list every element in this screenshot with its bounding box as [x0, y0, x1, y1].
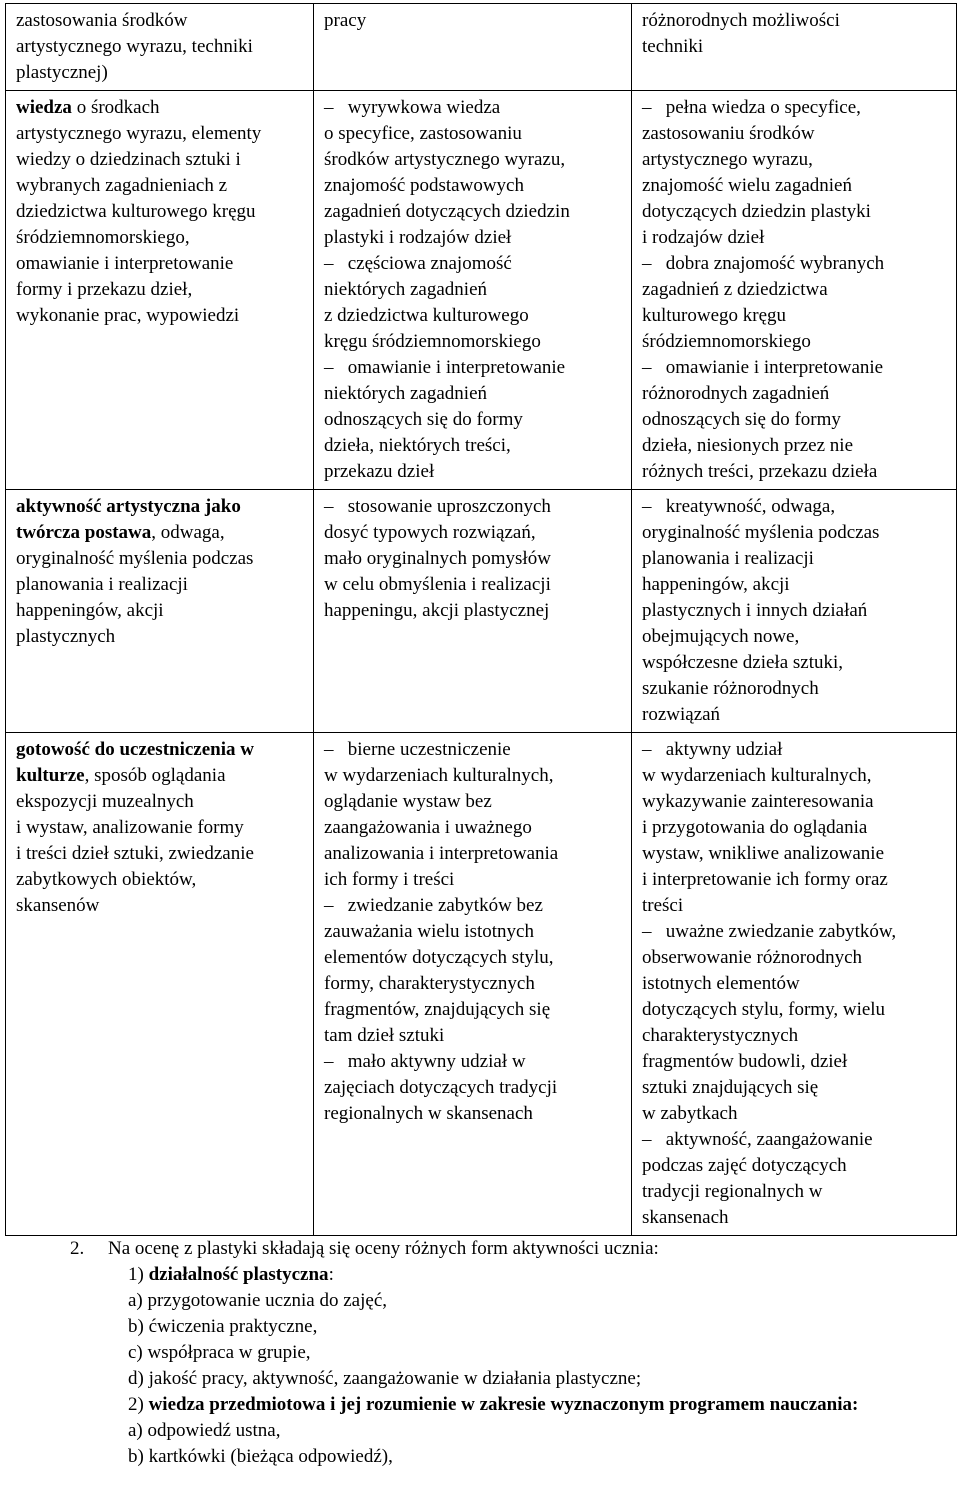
table-row: [6, 4, 957, 91]
table-cell: [6, 733, 314, 1236]
table-row: [6, 91, 957, 490]
list-item: b) ćwiczenia praktyczne,: [128, 1316, 318, 1337]
paragraph-number: 2.: [70, 1238, 85, 1259]
criterion-aktywnosc: [16, 494, 305, 650]
criterion-gotowosc: [16, 737, 305, 919]
list-item: – aktywny udział w wydarzeniach kulturalnych, wykazywanie zainteresowania i przygotowania do oglądania wystaw, wnikliwe analizowanie i interpretowanie ich formy oraz treści: [642, 737, 948, 919]
list-item: – pełna wiedza o specyfice, zastosowaniu środków artystycznego wyrazu, znajomość wielu zagadnień dotyczących dziedzin plastyki i rodzajów dzieł: [642, 95, 948, 251]
table-cell: [314, 4, 632, 91]
assessment-criteria-table: [5, 3, 957, 1236]
subsection-number: 1): [128, 1264, 149, 1285]
list-item: – omawianie i interpretowanie różnorodnych zagadnień odnoszących się do formy dzieła, niesionych przez nie różnych treści, przekazu dzieła: [642, 355, 948, 485]
list-item: a) odpowiedź ustna,: [128, 1420, 281, 1441]
table-cell: [632, 733, 957, 1236]
list-item: – kreatywność, odwaga, oryginalność myślenia podczas planowania i realizacji happeningów, akcji plastycznych i innych działań obejmujących nowe, współczesne dzieła sztuki, szukanie różnorodnych rozwiązań: [642, 494, 948, 728]
subsection-colon: :: [328, 1264, 334, 1285]
table-cell: [6, 4, 314, 91]
list-item: – mało aktywny udział w zajęciach dotyczących tradycji regionalnych w skansenach: [324, 1049, 623, 1127]
table-cell: [632, 91, 957, 490]
list-item: d) jakość pracy, aktywność, zaangażowanie w działania plastyczne;: [128, 1368, 642, 1389]
list-item: – dobra znajomość wybranych zagadnień z dziedzictwa kulturowego kręgu śródziemnomorskiego: [642, 251, 948, 355]
list-item: – częściowa znajomość niektórych zagadnień z dziedzictwa kulturowego kręgu śródziemnomorskiego: [324, 251, 623, 355]
criterion-title: aktywność artystyczna jako twórcza postawa: [16, 496, 241, 543]
criterion-description: o środkach artystycznego wyrazu, elementy wiedzy o dziedzinach sztuki i wybranych zagadnieniach z dziedzictwa kulturowego kręgu śródziemnomorskiego, omawianie i interpretowanie formy i przekazu dzieł, wykonanie prac, wypowiedzi: [16, 97, 262, 326]
list-item: – stosowanie uproszczonych dosyć typowych rozwiązań, mało oryginalnych pomysłów w celu obmyślenia i realizacji happeningu, akcji plastycznej: [324, 494, 623, 624]
list-item: – omawianie i interpretowanie niektórych zagadnień odnoszących się do formy dzieła, niektórych treści, przekazu dzieł: [324, 355, 623, 485]
table-cell: [632, 490, 957, 733]
list-item: a) przygotowanie ucznia do zajęć,: [128, 1290, 388, 1311]
numbered-paragraph: [0, 1236, 960, 1262]
table-cell: [314, 91, 632, 490]
list-item: – zwiedzanie zabytków bez zauważania wielu istotnych elementów dotyczących stylu, formy, charakterystycznych fragmentów, znajdujących się tam dzieł sztuki: [324, 893, 623, 1049]
table-cell: [314, 490, 632, 733]
criterion-title: wiedza: [16, 97, 72, 118]
cell-text: zastosowania środków artystycznego wyrazu, techniki plastycznej): [16, 10, 253, 83]
list-item: b) kartkówki (bieżąca odpowiedź),: [128, 1446, 393, 1467]
table-cell: [314, 733, 632, 1236]
list-item: – wyrywkowa wiedza o specyfice, zastosowaniu środków artystycznego wyrazu, znajomość podstawowych zagadnień dotyczących dziedzin plastyki i rodzajów dzieł: [324, 95, 623, 251]
subsection-heading: [0, 1262, 960, 1288]
subsection-title: wiedza przedmiotowa i jej rozumienie w zakresie wyznaczonym programem nauczania:: [148, 1394, 859, 1415]
criterion-description: , sposób oglądania ekspozycji muzealnych i wystaw, analizowanie formy i treści dzieł sztuki, zwiedzanie zabytkowych obiektów, skansenów: [16, 765, 254, 916]
criterion-title: gotowość do uczestniczenia w kulturze: [16, 739, 254, 786]
subsection-number: 2): [128, 1394, 149, 1415]
list-item: c) współpraca w grupie,: [128, 1342, 311, 1363]
table-cell: [6, 490, 314, 733]
list-item: – uważne zwiedzanie zabytków, obserwowanie różnorodnych istotnych elementów dotyczących stylu, formy, wielu charakterystycznych fragmentów budowli, dzieł sztuki znajdujących się w zabytkach: [642, 919, 948, 1127]
table-cell: [632, 4, 957, 91]
table-row: [6, 490, 957, 733]
cell-text: różnorodnych możliwości techniki: [642, 10, 840, 57]
table-cell: [6, 91, 314, 490]
criterion-wiedza: [16, 95, 305, 329]
subsection-heading: [0, 1392, 908, 1418]
list-item: – bierne uczestniczenie w wydarzeniach kulturalnych, oglądanie wystaw bez zaangażowania i uważnego analizowania i interpretowania ich formy i treści: [324, 737, 623, 893]
subsection-title: działalność plastyczna: [148, 1264, 329, 1285]
list-item: – aktywność, zaangażowanie podczas zajęć dotyczących tradycji regionalnych w skansenach: [642, 1127, 948, 1231]
table-row: [6, 733, 957, 1236]
cell-text: pracy: [324, 10, 367, 31]
criterion-description: , odwaga, oryginalność myślenia podczas planowania i realizacji happeningów, akcji plastycznych: [16, 522, 254, 647]
paragraph-intro: Na ocenę z plastyki składają się oceny różnych form aktywności ucznia:: [108, 1238, 659, 1259]
grading-components-section: [0, 1236, 960, 1470]
